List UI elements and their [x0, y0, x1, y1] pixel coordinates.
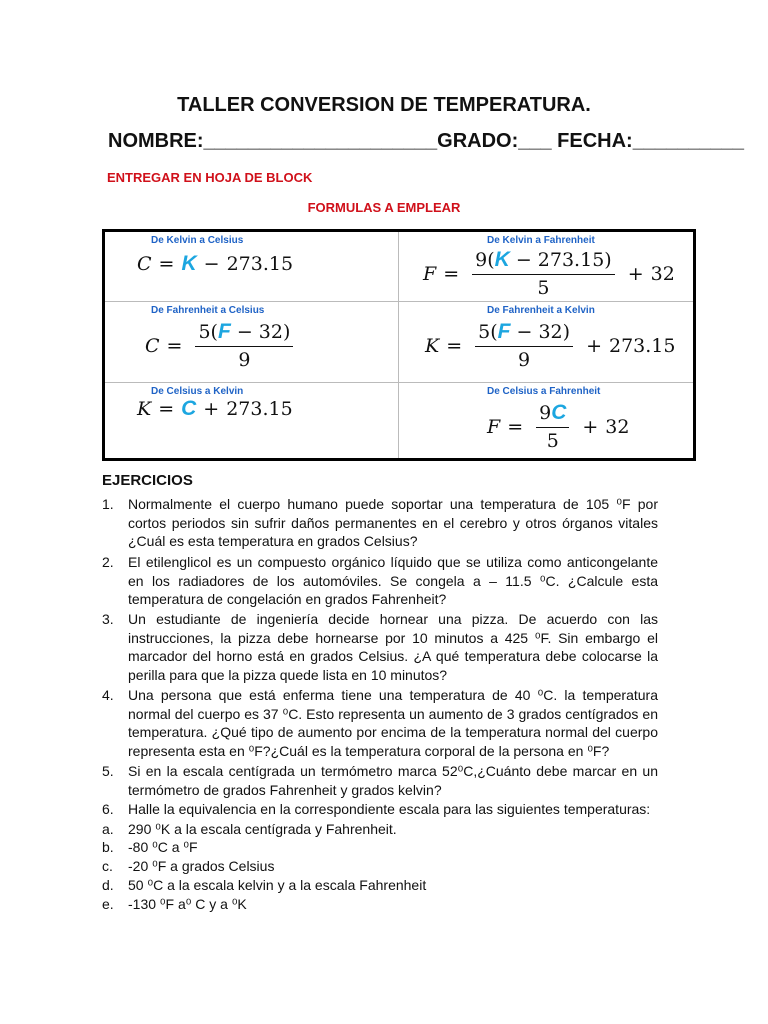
formula-cell-kelvin-celsius: [105, 232, 399, 302]
formula-expression: K = $\frac{5(F - 32)}{9}$ + 273.15: [425, 320, 676, 371]
formula-fraction: $\frac{5(F - 32)}{9}$: [195, 320, 293, 371]
page-title: TALLER CONVERSION DE TEMPERATURA.: [177, 94, 591, 116]
sub-item: a. 290 ⁰K a la escala centígrada y Fahrenheit.: [102, 821, 397, 837]
formula-title: De Fahrenheit a Kelvin: [487, 305, 595, 316]
formula-cell-fahrenheit-celsius: [105, 302, 399, 383]
formula-variable: C: [551, 401, 567, 424]
formulas-table: [102, 229, 696, 461]
formula-variable: F: [217, 320, 231, 343]
formula-variable: F: [497, 320, 511, 343]
formula-title: De Celsius a Kelvin: [151, 386, 244, 397]
formula-lhs: F: [487, 415, 501, 438]
formula-lhs: F: [423, 262, 437, 285]
formula-constant: 32: [605, 415, 630, 438]
exercise-item: 3. Un estudiante de ingeniería decide hornear una pizza. De acuerdo con las instrucciones, la pizza debe hornearse por 10 minutos a 425 ⁰F. Sin embargo el marcador del horno está en grados Celsius. ¿A qué temperatura debe colocarse la perilla para que la pizza quede lista en 10 minutos?: [102, 611, 658, 683]
formula-title: De Celsius a Fahrenheit: [487, 386, 601, 397]
sub-item: d. 50 ⁰C a la escala kelvin y a la escala Fahrenheit: [102, 877, 427, 893]
formula-lhs: C: [145, 334, 160, 357]
exercise-item: 2. El etilenglicol es un compuesto orgánico líquido que se utiliza como anticongelante en los radiadores de los automóviles. Se congela a – 11.5 ⁰C. ¿Calcule esta temperatura de congelación en grados Fahrenheit?: [102, 554, 658, 607]
formula-lhs: K: [137, 398, 152, 420]
formula-lhs: K: [425, 334, 440, 357]
sub-item: b. -80 ⁰C a ⁰F: [102, 839, 198, 855]
exercise-item: 5. Si en la escala centígrada un termómetro marca 52⁰C,¿Cuánto debe marcar en un termómetro de grados Fahrenheit y grados kelvin?: [102, 763, 658, 798]
formula-lhs: C: [137, 253, 152, 275]
formula-constant: 32: [650, 262, 675, 285]
formula-title: De Kelvin a Celsius: [151, 235, 244, 246]
sub-item: c. -20 ⁰F a grados Celsius: [102, 858, 275, 874]
formula-expression: K = C + 273.15: [137, 397, 293, 420]
formula-variable: K: [181, 252, 197, 275]
formula-title: De Kelvin a Fahrenheit: [487, 235, 595, 246]
formulas-heading: FORMULAS A EMPLEAR: [307, 200, 461, 215]
formula-expression: F = $\frac{9C}{5}$ + 32: [487, 401, 630, 452]
delivery-instruction: ENTREGAR EN HOJA DE BLOCK: [107, 170, 313, 185]
sub-item: e. -130 ⁰F a⁰ C y a ⁰K: [102, 896, 247, 912]
formula-variable: K: [494, 248, 510, 271]
formula-fraction: $\frac{5(F - 32)}{9}$: [475, 320, 573, 371]
formula-cell-kelvin-fahrenheit: [399, 232, 693, 302]
formula-title: De Fahrenheit a Celsius: [151, 305, 265, 316]
formula-expression: C = $\frac{5(F - 32)}{9}$: [145, 320, 299, 371]
formula-cell-celsius-fahrenheit: [399, 383, 693, 458]
formula-cell-celsius-kelvin: [105, 383, 399, 458]
exercise-item: 6. Halle la equivalencia en la correspondiente escala para las siguientes temperaturas:: [102, 801, 651, 817]
exercise-item: 4. Una persona que está enferma tiene una temperatura de 40 ⁰C. la temperatura normal del cuerpo es 37 ⁰C. Esto representa un aumento de 3 grados centígrados en temperatura. ¿Qué tipo de aumento por encima de la temperatura normal del cuerpo representa esta en ⁰F?¿Cuál es la temperatura corporal de la persona en ⁰F?: [102, 687, 658, 759]
formula-cell-fahrenheit-kelvin: [399, 302, 693, 383]
formula-constant: 273.15: [226, 253, 294, 275]
exercises-heading: EJERCICIOS: [102, 472, 193, 489]
formula-fraction: $\frac{9(K - 273.15)}{5}$: [472, 248, 615, 299]
formula-expression: F = $\frac{9(K - 273.15)}{5}$ + 32: [423, 248, 675, 299]
formula-constant: 273.15: [608, 334, 676, 357]
formula-constant: 273.15: [226, 398, 293, 420]
exercise-item: 1. Normalmente el cuerpo humano puede soportar una temperatura de 105 ⁰F por cortos periodos sin sufrir daños permanentes en el cerebro y otros órganos vitales ¿Cuál es esta temperatura en grados Celsius?: [102, 496, 658, 549]
formula-fraction: $\frac{9C}{5}$: [536, 401, 569, 452]
formula-variable: C: [181, 397, 197, 420]
formula-expression: C = K − 273.15: [137, 252, 294, 275]
student-info-line: NOMBRE:_____________________GRADO:___ FECHA:__________: [108, 130, 744, 152]
